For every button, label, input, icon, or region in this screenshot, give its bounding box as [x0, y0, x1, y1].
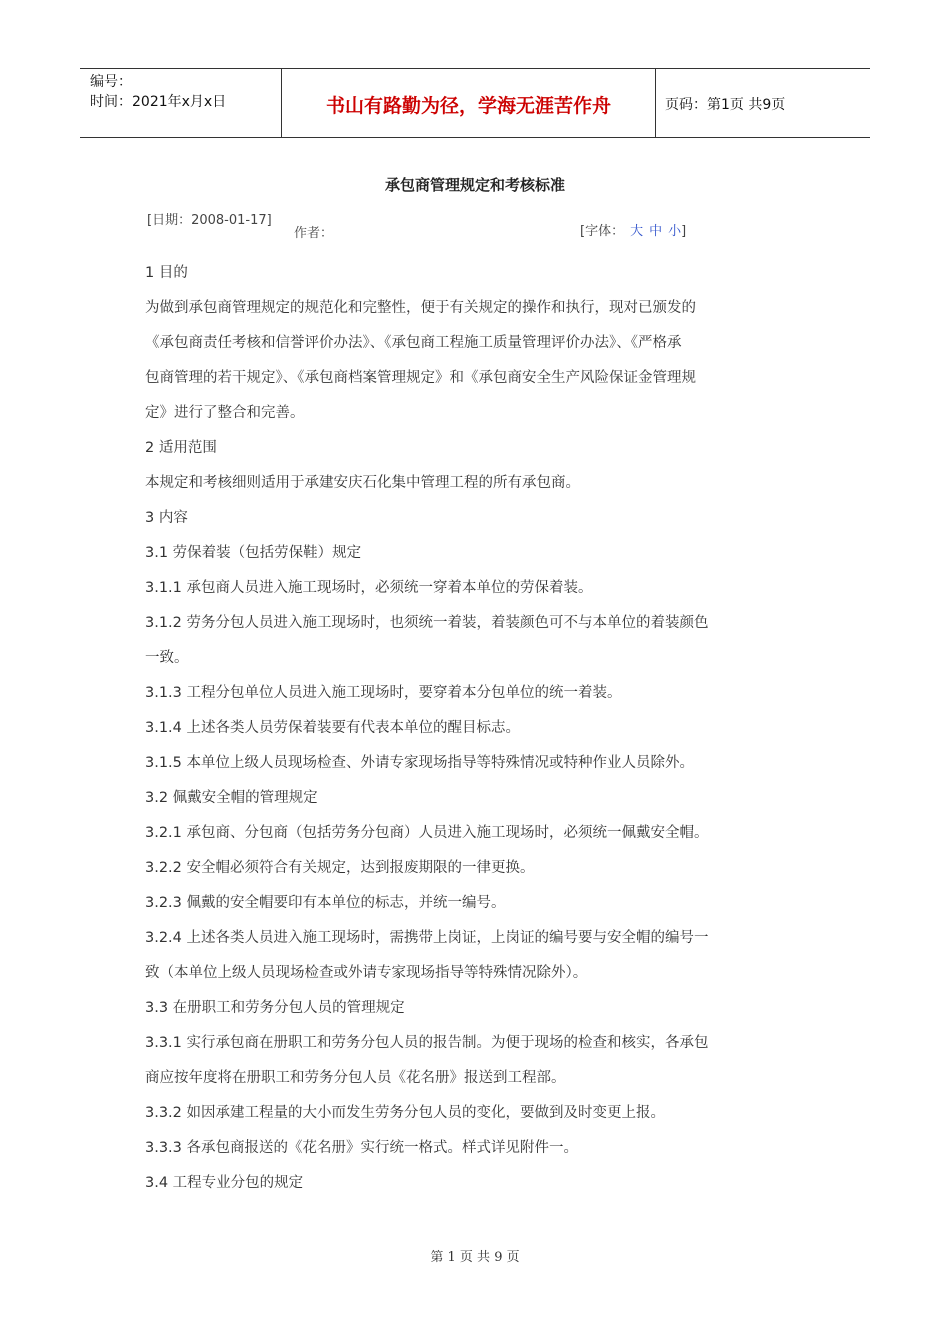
paragraph-line: 本规定和考核细则适用于承建安庆石化集中管理工程的所有承包商。 [145, 475, 580, 491]
subsection-heading: 3.4 工程专业分包的规定 [145, 1175, 304, 1191]
article-author: 作者： [294, 226, 334, 241]
header-page-cell [655, 69, 870, 137]
paragraph-line: 《承包商责任考核和信誉评价办法》、《承包商工程施工质量管理评价办法》、《严格承 [145, 335, 682, 351]
paragraph-line: 为做到承包商管理规定的规范化和完整性，便于有关规定的操作和执行，现对已颁发的 [145, 300, 696, 316]
font-size-small-link[interactable]: 小 [668, 224, 682, 239]
paragraph-line: 定》进行了整合和完善。 [145, 405, 305, 421]
clause-line: 3.3.2 如因承建工程量的大小而发生劳务分包人员的变化，要做到及时变更上报。 [145, 1105, 666, 1121]
clause-line: 3.1.2 劳务分包人员进入施工现场时，也须统一着装，着装颜色可不与本单位的着装颜色 [145, 615, 709, 631]
clause-line: 致（本单位上级人员现场检查或外请专家现场指导等特殊情况除外）。 [145, 965, 588, 981]
font-size-large-link[interactable]: 大 [630, 224, 644, 239]
font-size-close-bracket: ] [681, 224, 687, 239]
page-number-info: 页码：第1页 共9页 [665, 97, 786, 113]
subsection-heading: 3.3 在册职工和劳务分包人员的管理规定 [145, 1000, 405, 1016]
clause-line: 3.1.5 本单位上级人员现场检查、外请专家现场指导等特殊情况或特种作业人员除外。 [145, 755, 695, 771]
clause-line: 3.2.2 安全帽必须符合有关规定，达到报废期限的一律更换。 [145, 860, 535, 876]
clause-line: 3.3.3 各承包商报送的《花名册》实行统一格式。样式详见附件一。 [145, 1140, 579, 1156]
clause-line: 3.1.3 工程分包单位人员进入施工现场时，要穿着本分包单位的统一着装。 [145, 685, 622, 701]
page-footer: 第 1 页 共 9 页 [430, 1250, 520, 1265]
subsection-heading: 3.1 劳保着装（包括劳保鞋）规定 [145, 545, 362, 561]
article-date: [日期：2008-01-17] [147, 213, 272, 228]
clause-line: 3.3.1 实行承包商在册职工和劳务分包人员的报告制。为便于现场的检查和核实，各承包 [145, 1035, 709, 1051]
clause-line: 一致。 [145, 650, 189, 666]
page-header [80, 68, 870, 138]
document-number-label: 编号： [90, 74, 132, 90]
motto-text: 书山有路勤为径，学海无涯苦作舟 [325, 95, 611, 117]
clause-line: 商应按年度将在册职工和劳务分包人员《花名册》报送到工程部。 [145, 1070, 566, 1086]
subsection-heading: 3.2 佩戴安全帽的管理规定 [145, 790, 318, 806]
article-body [145, 256, 810, 1201]
font-size-medium-link[interactable]: 中 [649, 224, 663, 239]
font-size-selector [580, 220, 686, 239]
clause-line: 3.1.4 上述各类人员劳保着装要有代表本单位的醒目标志。 [145, 720, 521, 736]
section-heading: 1 目的 [145, 265, 188, 281]
section-heading: 2 适用范围 [145, 440, 217, 456]
article-title: 承包商管理规定和考核标准 [384, 176, 565, 194]
header-motto-cell [281, 69, 656, 137]
clause-line: 3.2.4 上述各类人员进入施工现场时，需携带上岗证，上岗证的编号要与安全帽的编号一 [145, 930, 709, 946]
clause-line: 3.1.1 承包商人员进入施工现场时，必须统一穿着本单位的劳保着装。 [145, 580, 593, 596]
section-heading: 3 内容 [145, 510, 188, 526]
document-time-label: 时间：2021年x月x日 [90, 94, 227, 110]
paragraph-line: 包商管理的若干规定》、《承包商档案管理规定》和《承包商安全生产风险保证金管理规 [145, 370, 696, 386]
font-size-label: [字体： [580, 224, 625, 239]
clause-line: 3.2.1 承包商、分包商（包括劳务分包商）人员进入施工现场时，必须统一佩戴安全帽。 [145, 825, 709, 841]
header-info-cell [80, 69, 281, 137]
clause-line: 3.2.3 佩戴的安全帽要印有本单位的标志，并统一编号。 [145, 895, 506, 911]
